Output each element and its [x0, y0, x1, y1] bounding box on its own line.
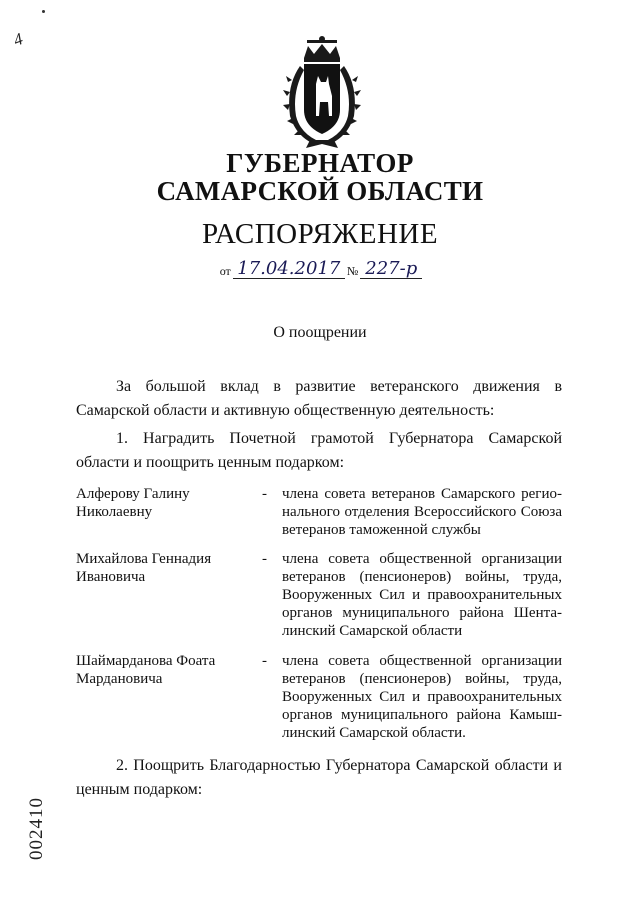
corner-handwritten-mark: 4	[10, 29, 26, 50]
document-number: 227-р	[360, 260, 422, 279]
recipient-dash: -	[262, 486, 267, 502]
intro-text: За большой вклад в развитие ветеранского движения в Самарской области и активную общественную деятельность:	[76, 378, 562, 419]
intro-paragraph	[76, 375, 562, 423]
recipient-name: Михайлова Геннадия Ивановича	[76, 551, 212, 585]
document-type: РАСПОРЯЖЕНИЕ	[201, 218, 439, 250]
ink-dot	[42, 10, 45, 13]
date-label: от	[219, 264, 231, 278]
samara-coat-of-arms-icon	[274, 36, 370, 152]
side-serial-stamp: 002410	[26, 797, 47, 860]
recipient-dash: -	[262, 653, 267, 669]
document-date: 17.04.2017	[233, 260, 345, 279]
recipient-description: члена совета общественной организации ветеранов (пенсионеров) войны, труда, Вооруженных Сил и правоохранительных органов муниципального района Шенталинский Самарской области	[282, 551, 562, 639]
item-1-text: 1. Наградить Почетной грамотой Губернатора Самарской области и поощрить ценным подарком:	[76, 430, 562, 471]
recipient-description: члена совета общественной организации ветеранов (пенсионеров) войны, труда, Вооруженных Сил и правоохранительных органов муниципального района Камышлинский Самарской области.	[282, 653, 562, 741]
document-date-number	[0, 260, 640, 279]
recipient-name: Шаймарданова Фоата Мардановича	[76, 653, 216, 687]
recipient-dash: -	[262, 551, 267, 567]
recipient-description: члена совета ветеранов Самарского регионального отделения Всероссийского Союза ветеранов таможенной службы	[282, 486, 562, 538]
issuer-title: ГУБЕРНАТОР	[226, 148, 414, 178]
document-subject: О поощрении	[273, 324, 367, 341]
issuer-region: САМАРСКОЙ ОБЛАСТИ	[156, 176, 484, 206]
item-1-paragraph	[76, 427, 562, 475]
item-2-paragraph	[76, 754, 562, 802]
recipient-name: Алферову Галину Николаевну	[76, 486, 190, 520]
item-2-text: 2. Поощрить Благодарностью Губернатора Самарской области и ценным подарком:	[76, 757, 562, 798]
number-label: №	[346, 264, 359, 278]
